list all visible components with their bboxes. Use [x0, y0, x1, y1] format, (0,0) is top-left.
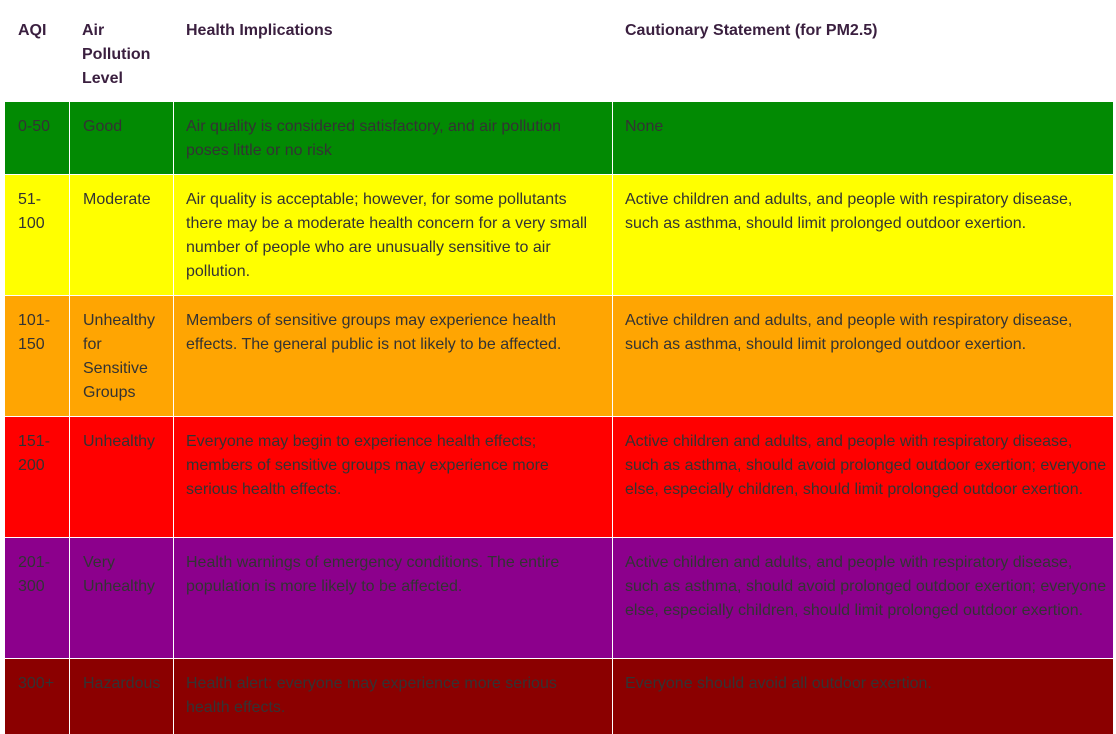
cell-caution: Active children and adults, and people with respiratory disease, such as asthma, should limit prolonged outdoor exertion.	[625, 312, 1073, 353]
cell-caution: Active children and adults, and people with respiratory disease, such as asthma, should avoid prolonged outdoor exertion; everyone else, especially children, should limit prolonged outdoor exertion.	[625, 554, 1107, 619]
cell-health: Everyone may begin to experience health effects; members of sensitive groups may experience more serious health effects.	[174, 417, 613, 537]
cell-aqi: 300+	[5, 659, 70, 734]
cell-aqi: 101-150	[5, 296, 70, 416]
cell-health: Members of sensitive groups may experience health effects. The general public is not likely to be affected.	[174, 296, 613, 416]
table-row-good	[5, 102, 1113, 175]
cell-level: Unhealthy	[70, 417, 174, 537]
cell-health: Health warnings of emergency conditions. The entire population is more likely to be affected.	[174, 538, 613, 658]
table-row-moderate	[5, 175, 1113, 296]
cell-aqi: 201-300	[5, 538, 70, 658]
cell-health: Health alert: everyone may experience more serious health effects.	[174, 659, 613, 734]
cell-caution: Everyone should avoid all outdoor exertion.	[625, 675, 932, 692]
table-row-unhealthy-for-sensitive-groups	[5, 296, 1113, 417]
header-aqi: AQI	[18, 22, 47, 39]
cell-caution: Active children and adults, and people with respiratory disease, such as asthma, should limit prolonged outdoor exertion.	[625, 191, 1073, 232]
header-air-pollution-level: Air Pollution Level	[82, 22, 151, 87]
header-cautionary-statement: Cautionary Statement (for PM2.5)	[625, 22, 878, 39]
cell-aqi: 151-200	[5, 417, 70, 537]
header-health-implications: Health Implications	[186, 22, 333, 39]
cell-aqi: 51-100	[5, 175, 70, 295]
cell-caution: None	[625, 118, 664, 135]
table-row-very-unhealthy	[5, 538, 1113, 659]
table-row-hazardous	[5, 659, 1113, 734]
cell-health: Air quality is acceptable; however, for some pollutants there may be a moderate health concern for a very small number of people who are unusually sensitive to air pollution.	[174, 175, 613, 295]
cell-level: Very Unhealthy	[70, 538, 174, 658]
cell-level: Hazardous	[70, 659, 174, 734]
cell-level: Unhealthy for Sensitive Groups	[70, 296, 174, 416]
table-header	[0, 0, 1116, 102]
cell-level: Moderate	[70, 175, 174, 295]
cell-caution: Active children and adults, and people with respiratory disease, such as asthma, should avoid prolonged outdoor exertion; everyone else, especially children, should limit prolonged outdoor exertion.	[625, 433, 1107, 498]
cell-aqi: 0-50	[5, 102, 70, 174]
table-row-unhealthy	[5, 417, 1113, 538]
cell-level: Good	[70, 102, 174, 174]
cell-health: Air quality is considered satisfactory, and air pollution poses little or no risk	[174, 102, 613, 174]
